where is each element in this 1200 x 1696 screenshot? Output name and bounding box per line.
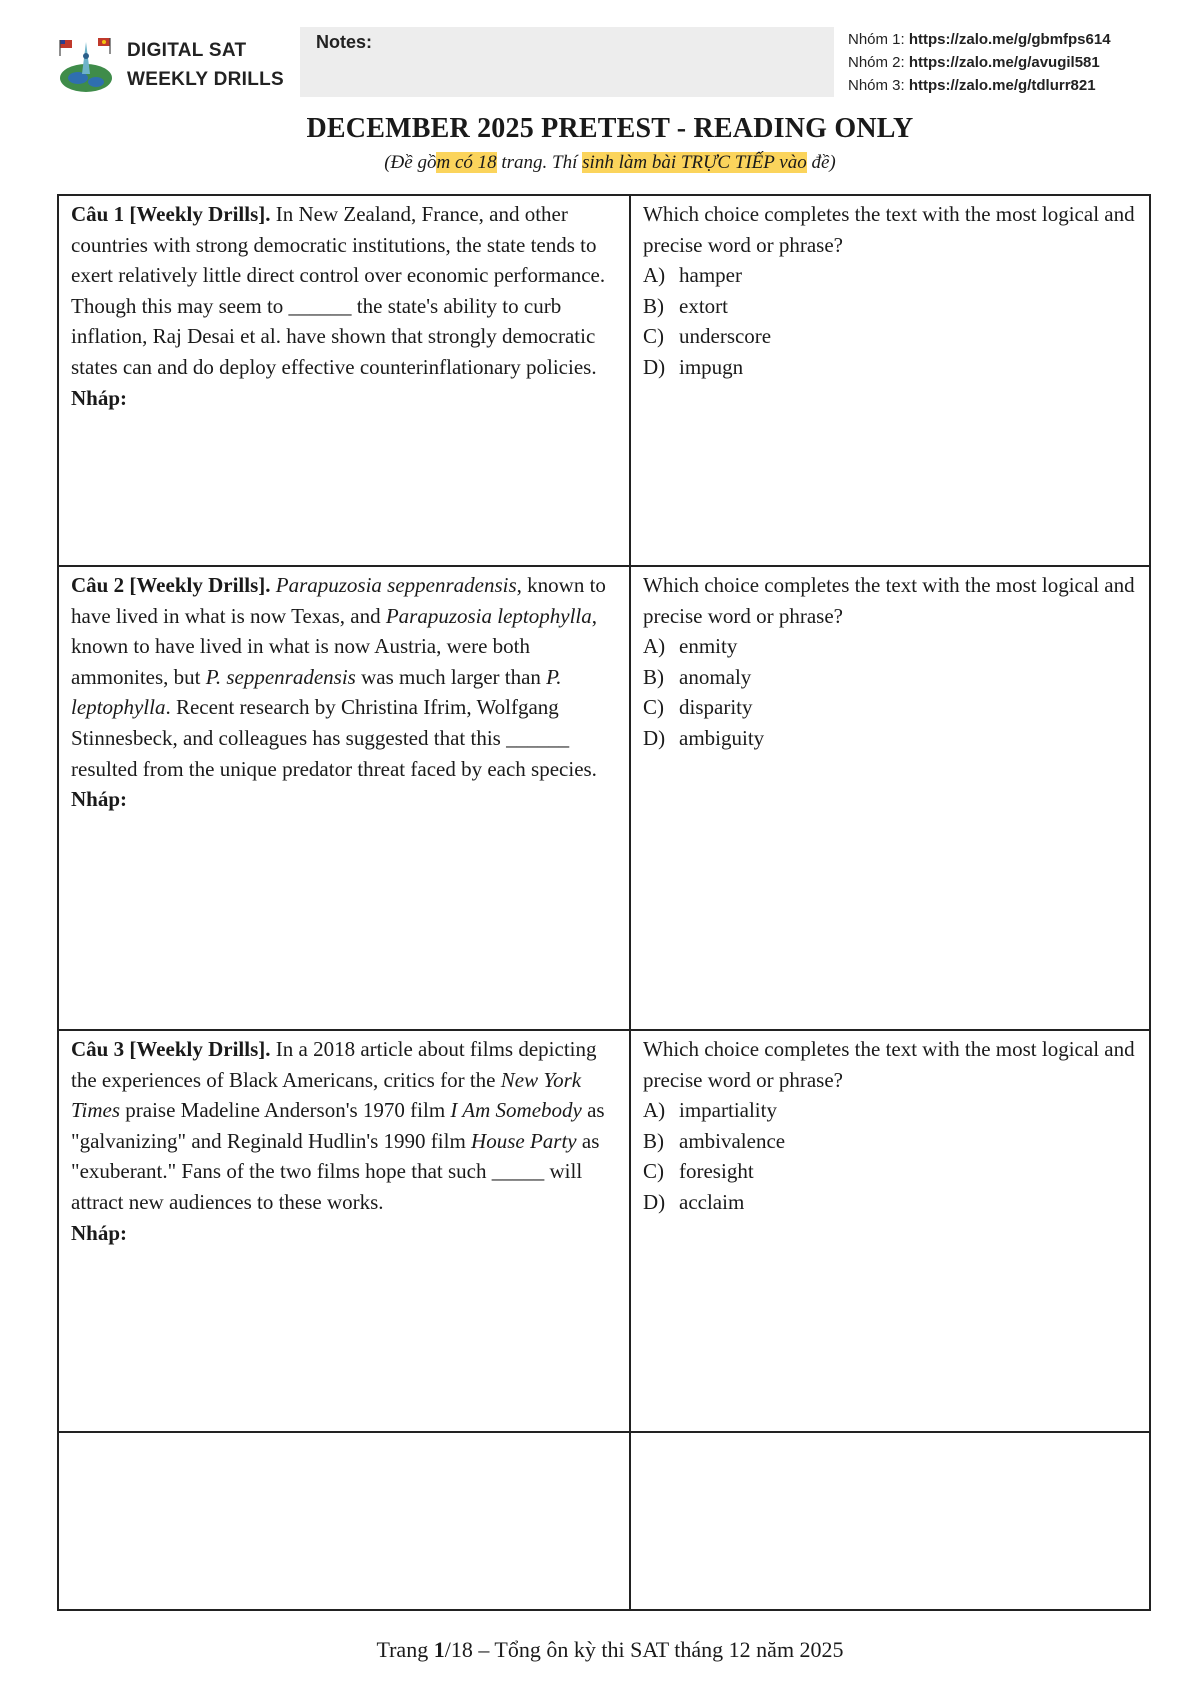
passage-text: , known to have lived in what is now Texas, and xyxy=(71,573,606,628)
question-grid xyxy=(57,194,1151,1611)
footer-text: Trang xyxy=(376,1637,434,1662)
choice-c[interactable] xyxy=(643,321,1137,352)
question-heading: Câu 3 [Weekly Drills]. xyxy=(71,1037,271,1061)
choice-text: underscore xyxy=(679,324,772,349)
choice-c[interactable] xyxy=(643,1156,1137,1187)
draft-label: Nháp: xyxy=(71,385,128,410)
passage-text: In a 2018 article about films depicting the experiences of Black Americans, critics for the xyxy=(71,1037,597,1092)
draft-label: Nháp: xyxy=(71,1220,128,1245)
choice-text: acclaim xyxy=(679,1189,745,1214)
passage-text: was much larger than xyxy=(355,664,547,689)
choice-letter: C) xyxy=(643,1159,664,1184)
subtitle-highlight: sinh làm bài TRỰC TIẾP vào xyxy=(582,152,807,173)
choice-letter: C) xyxy=(643,695,664,720)
question-prompt: Which choice completes the text with the most logical and precise word or phrase? xyxy=(643,573,1135,628)
choice-a[interactable] xyxy=(643,260,1137,291)
page-footer xyxy=(0,1637,1200,1663)
choice-letter: B) xyxy=(643,293,664,318)
choice-letter: A) xyxy=(643,634,666,659)
brand-line-1: DIGITAL SAT xyxy=(127,40,247,61)
subtitle-highlight: m có 18 xyxy=(436,152,497,173)
choice-a[interactable] xyxy=(643,631,1137,662)
question-row-3 xyxy=(58,1030,1150,1432)
passage-text: . Recent research by Christina Ifrim, Wolfgang Stinnesbeck, and colleagues has suggested that this ______ resulted from the unique predator threat faced by each species. xyxy=(71,695,597,781)
film-title: House Party xyxy=(471,1128,577,1153)
group-label: Nhóm 2: xyxy=(848,54,909,71)
choice-b[interactable] xyxy=(643,1126,1137,1157)
passage-text: as "exuberant." Fans of the two films hope that such _____ will attract new audiences to these works. xyxy=(71,1128,600,1214)
choice-letter: D) xyxy=(643,354,666,379)
group-label: Nhóm 3: xyxy=(848,77,909,94)
question-heading: Câu 1 [Weekly Drills]. xyxy=(71,202,271,226)
group-label: Nhóm 1: xyxy=(848,31,909,48)
question-prompt: Which choice completes the text with the most logical and precise word or phrase? xyxy=(643,1037,1135,1092)
notes-label: Notes: xyxy=(316,32,373,52)
choice-letter: D) xyxy=(643,725,666,750)
choice-text: anomaly xyxy=(679,664,752,689)
choice-text: ambiguity xyxy=(679,725,765,750)
species-name: Parapuzosia seppenradensis xyxy=(275,573,517,597)
question-prompt: Which choice completes the text with the most logical and precise word or phrase? xyxy=(643,202,1135,257)
choice-text: foresight xyxy=(679,1159,754,1184)
page-subtitle xyxy=(0,152,1200,174)
question-heading: Câu 2 [Weekly Drills]. xyxy=(71,573,271,597)
choice-letter: A) xyxy=(643,1098,666,1123)
choice-text: disparity xyxy=(679,695,753,720)
draft-label: Nháp: xyxy=(71,787,128,812)
choice-letter: C) xyxy=(643,324,664,349)
notes-box[interactable] xyxy=(300,27,834,97)
film-title: I Am Somebody xyxy=(450,1098,582,1123)
empty-cell xyxy=(630,1432,1150,1610)
passage-text: In New Zealand, France, and other countries with strong democratic institutions, the state tends to exert relatively little direct control over economic performance. Though this may seem to ______ the state's ability to curb inflation, Raj Desai et al. have shown that strongly democratic states can and do deploy effective counterinflationary policies. xyxy=(71,202,606,379)
passage-cell xyxy=(58,566,630,1030)
choice-a[interactable] xyxy=(643,1095,1137,1126)
choice-letter: D) xyxy=(643,1189,666,1214)
choice-letter: B) xyxy=(643,664,664,689)
species-name: P. seppenradensis xyxy=(205,664,356,689)
choice-text: hamper xyxy=(679,263,742,288)
choice-b[interactable] xyxy=(643,291,1137,322)
group-url-link[interactable]: https://zalo.me/g/avugil581 xyxy=(908,54,1100,71)
choice-c[interactable] xyxy=(643,692,1137,723)
group-link-2 xyxy=(848,51,1111,74)
group-url-link[interactable]: https://zalo.me/g/gbmfps614 xyxy=(908,31,1111,48)
passage-text: praise Madeline Anderson's 1970 film xyxy=(120,1098,451,1123)
choice-text: extort xyxy=(679,293,728,318)
choice-d[interactable] xyxy=(643,1187,1137,1218)
brand-line-2: WEEKLY DRILLS xyxy=(127,69,284,90)
choices-cell xyxy=(630,566,1150,1030)
brand-name xyxy=(127,36,284,94)
question-row-2 xyxy=(58,566,1150,1030)
passage-cell xyxy=(58,195,630,566)
subtitle-text: (Đề gồ xyxy=(384,152,437,173)
group-links xyxy=(848,28,1111,97)
species-name: Parapuzosia leptophylla xyxy=(385,603,592,628)
choice-d[interactable] xyxy=(643,723,1137,754)
footer-text: /18 – Tổng ôn kỳ thi SAT tháng 12 năm 2025 xyxy=(444,1637,844,1662)
species-name: P. leptophylla xyxy=(71,664,562,720)
subtitle-text: trang. Thí xyxy=(496,152,583,173)
choice-b[interactable] xyxy=(643,662,1137,693)
choice-text: ambivalence xyxy=(679,1128,786,1153)
page-header xyxy=(0,0,1200,110)
passage-text: , known to have lived in what is now Austria, were both ammonites, but xyxy=(71,603,597,689)
choice-letter: A) xyxy=(643,263,666,288)
choices-cell xyxy=(630,1030,1150,1432)
choice-d[interactable] xyxy=(643,352,1137,383)
choices-cell xyxy=(630,195,1150,566)
passage-cell xyxy=(58,1030,630,1432)
empty-row xyxy=(58,1432,1150,1610)
choice-text: enmity xyxy=(679,634,738,659)
choice-letter: B) xyxy=(643,1128,664,1153)
question-row-1 xyxy=(58,195,1150,566)
page-title: DECEMBER 2025 PRETEST - READING ONLY xyxy=(306,113,914,144)
choice-text: impartiality xyxy=(679,1098,777,1123)
subtitle-text: đề) xyxy=(806,152,836,173)
globe-rocket-logo-icon xyxy=(56,34,116,92)
passage-text: as "galvanizing" and Reginald Hudlin's 1990 film xyxy=(71,1098,605,1153)
group-link-1 xyxy=(848,28,1111,51)
choice-text: impugn xyxy=(679,354,744,379)
page-number: 1 xyxy=(433,1637,445,1662)
publication-title: New York Times xyxy=(71,1067,582,1123)
group-url-link[interactable]: https://zalo.me/g/tdlurr821 xyxy=(908,77,1096,94)
group-link-3 xyxy=(848,74,1111,97)
empty-cell xyxy=(58,1432,630,1610)
